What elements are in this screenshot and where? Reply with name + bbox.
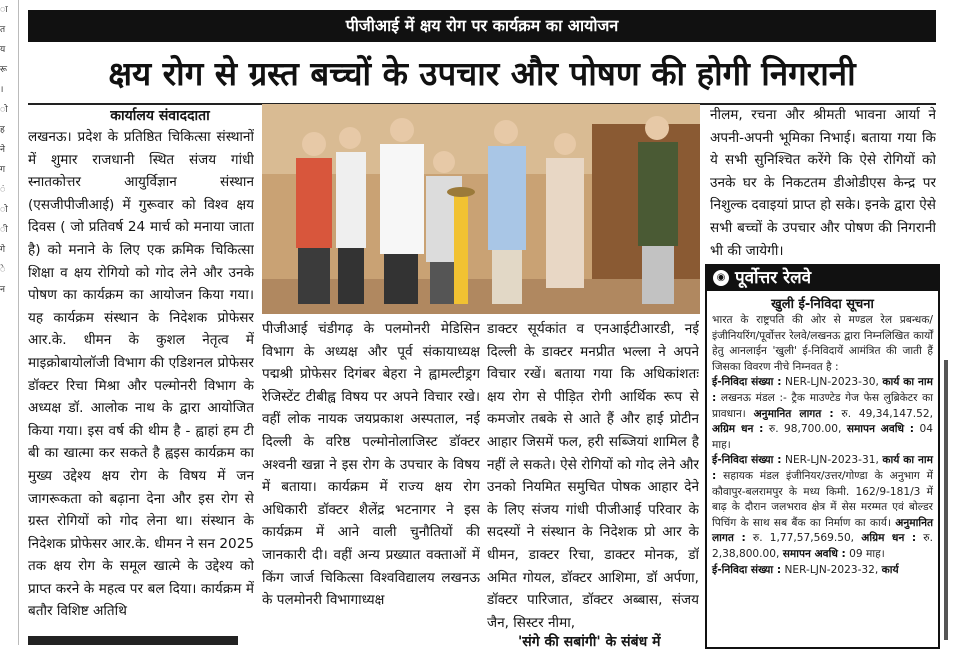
kicker-bar: पीजीआई में क्षय रोग पर कार्यक्रम का आयोजन: [28, 10, 936, 42]
tender-1: [712, 375, 933, 453]
value: NER-LJN-2023-30,: [785, 376, 879, 389]
label: कार्य का नाम :: [712, 376, 933, 404]
event-photo: [262, 104, 700, 314]
fragment: य: [0, 45, 6, 55]
ad-subtitle: खुली ई-निविदा सूचना: [771, 297, 874, 312]
article-column-2: [262, 318, 480, 636]
byline: कार्यालय संवाददाता: [110, 108, 210, 124]
value: रु. 2,38,800.00,: [712, 532, 933, 560]
fragment: े: [0, 265, 6, 275]
fragment: ह: [0, 125, 5, 135]
column-text: लखनऊ। प्रदेश के प्रतिष्ठित चिकित्सा संस्थानों में शुमार राजधानी स्थित संजय गांधी स्नातकोत्तर आयुर्विज्ञान संस्थान (एसजीपीजीआई) में गुरूवार को विश्व क्षय दिवस ( जो प्रतिवर्ष 24 मार्च को मनाया जाता है) को मनाने के लिए एक क्रमिक चिकित्सा शिक्षा व क्षय रोगियो को गोद लेने और उनके पोषण का कार्यक्रम का आयोजन किया गया। यह कार्यक्रम संस्थान के निदेशक प्रोफेसर आर.के. धीमन के कुशल नेतृत्व में माइक्रोबायोलॉजी विभाग की एडिशनल प्रोफेसर डॉक्टर रिचा मिश्रा और पल्मोनरी विभाग के अध्यक्ष डॉ. आलोक नाथ के द्वारा आयोजित किया गया। इस वर्ष की थीम है - ह्वाहां हम टी बी का खात्मा कर सकते है ह्वइस कार्यक्रम का मुख्य उद्देश्य क्षय रोग के विषय में जन जागरूकता को बढ़ाना देना और इस रोग से ग्रस्त रोगियों को गोद लेना था। संस्थान के निदेशक प्रोफेसर आर.के. धीमन ने सन 2025 तक क्षय रोग के समूल खात्मे के उद्देश्य को प्राप्त करने के महत्व पर बल दिया। कार्यक्रम में बतौर विशिष्ट अतिथि: [28, 129, 254, 620]
fragment: ा: [0, 5, 8, 15]
fragment: ने: [0, 145, 5, 155]
label: ई-निविदा संख्या :: [712, 563, 782, 576]
column-text: डाक्टर सूर्यकांत व एनआईटीआरडी, नई दिल्ली के डाक्टर मनप्रीत भल्ला ने अपने विचार रखें। बताया गया कि अधिकांशतः क्षय रोग से पीड़ित रोगी आर्थिक रूप से कमजोर तबके से आते हैं और हाई प्रोटीन आहार जिसमें फल, हरी सब्जियां शामिल है नहीं ले सकते। ऐसे रोगियों को गोद लेने और उनको नियमित समुचित पोषक आहार देने के लिए संजय गांधी पीजीआई परिवार के सदस्यों ने संस्थान के निदेशक प्रो आर के धीमन, डाक्टर रिचा, डाक्टर मोनक, डॉ अमित गोयल, डॉक्टर आशिमा, डॉ अर्पणा, डॉक्टर पारिजात, डॉक्टर अब्बास, संजय जैन, सिस्टर नीमा,: [487, 321, 699, 630]
column-text: नीलम, रचना और श्रीमती भावना आर्या ने अपनी-अपनी भूमिका निभाई। बताया गया कि ये सभी सुनिश्चित करेंगे कि ऐसे रोगियों को उनके घर के निकटतम डीओडीएस केन्द्र पर निशुल्क दवाइयां प्राप्त हो सके। इनके द्वारा ऐसे सभी बच्चों के उपचार और पोषण की निगरानी भी की जायेगी।: [710, 107, 936, 259]
photo-illustration: [262, 104, 700, 314]
fragment: गे: [0, 245, 6, 255]
value: रु. 98,700.00,: [768, 423, 842, 436]
ad-intro: भारत के राष्ट्रपति की ओर से मण्डल रेल प्रबन्धक/इंजीनियरिंग/पूर्वोत्तर रेलवे/लखनऊ द्वारा निम्नलिखित कार्यों हेतु आनलाईन 'खुली' ई-निविदायें आमंत्रित की जाती हैं जिसका विवरण नीचे निम्नवत है :: [712, 314, 933, 373]
fragment: ं: [0, 185, 6, 195]
page-edge-bar: [944, 360, 948, 640]
label: अग्रिम धन :: [861, 532, 917, 545]
fragment: त: [0, 25, 6, 35]
column-divider: [18, 0, 19, 645]
ad-body: [707, 313, 938, 578]
fragment: ।: [0, 85, 4, 95]
value: 04 माह।: [712, 423, 933, 451]
label: कार्य का नाम :: [712, 454, 933, 482]
left-adjacent-column-fragments: [0, 0, 14, 645]
fragment: ी: [0, 225, 8, 235]
tender-3: [712, 563, 933, 579]
value: NER-LJN-2023-31,: [785, 454, 879, 467]
article-column-4: [710, 104, 936, 260]
label: ई-निविदा संख्या :: [712, 376, 782, 389]
value: लखनऊ मंडल :- ट्रैक माउण्टेड गेज फेस लुब्रिकेटर का प्रावधान।: [712, 391, 933, 420]
fragment: ो: [0, 205, 8, 215]
label: कार्य: [881, 563, 899, 576]
value: सहायक मंडल इंजीनियर/उत्तर/गोण्डा के अनुभाग में कौवापुर-बलरामपुर के मध्य किमी. 162/9-181/3 में बाढ़ के दौरान जलभराव क्षेत्र में सेस मरम्मत एवं बोल्डर पिचिंग के साथ सब बैंक का निर्माण का कार्य।: [712, 469, 933, 529]
fragment: न: [0, 285, 5, 295]
label: समापन अवधि :: [782, 547, 846, 560]
ad-header: [707, 266, 938, 291]
label: अनुमानित लागत :: [753, 407, 834, 420]
ad-title: पूर्वोत्तर रेलवे: [735, 268, 812, 288]
fragment: रू: [0, 65, 7, 75]
label: समापन अवधि :: [846, 423, 915, 436]
label: अग्रिम धन :: [712, 423, 764, 436]
fragment: ग: [0, 165, 6, 175]
railway-logo-icon: ◉: [713, 270, 729, 286]
tender-2: [712, 453, 933, 562]
bottom-band: [28, 636, 238, 645]
column-text: पीजीआई चंडीगढ़ के पलमोनरी मेडिसिन विभाग के अध्यक्ष और पूर्व संकायाध्यक्ष पद्मश्री प्रोफेसर दिगंबर बेहरा ने ह्वामल्टीड्रग रेजिस्टेंट टीबीह्व विषय पर अपने विचार रखे। वहीं लोक नायक जयप्रकाश अस्पताल, नई दिल्ली के वरिष्ठ पल्मोनोलाजिस्ट डॉक्टर अश्वनी खन्ना ने इस रोग के उपचार के विषय में बताया। कार्यक्रम में राज्य क्षय रोग अधिकारी डॉक्टर शैलेंद्र भटनागर ने इस कार्यक्रम में आने वाली चुनौतियों की जानकारी दी। वहीं अन्य प्रख्यात वक्ताओं में किंग जार्ज चिकित्सा विश्वविद्यालय लखनऊ के पलमोनरी विभागाध्यक्ष: [262, 321, 480, 609]
next-story-subhead: 'संगे की सबांगी' के संबंध में: [518, 634, 661, 650]
article-column-1: [28, 126, 254, 626]
label: ई-निविदा संख्या :: [712, 454, 782, 467]
article-column-3: [487, 318, 699, 630]
label: अनुमानित लागत :: [712, 516, 933, 545]
fragment: ो: [0, 105, 8, 115]
value: रु. 1,77,57,569.50,: [752, 532, 855, 545]
railway-tender-ad: [705, 264, 940, 649]
headline: क्षय रोग से ग्रस्त बच्चों के उपचार और पोषण की होगी निगरानी: [108, 54, 856, 93]
value: NER-LJN-2023-32,: [784, 563, 879, 576]
value: रु. 49,34,147.52,: [841, 407, 933, 420]
value: 09 माह।: [849, 547, 885, 560]
